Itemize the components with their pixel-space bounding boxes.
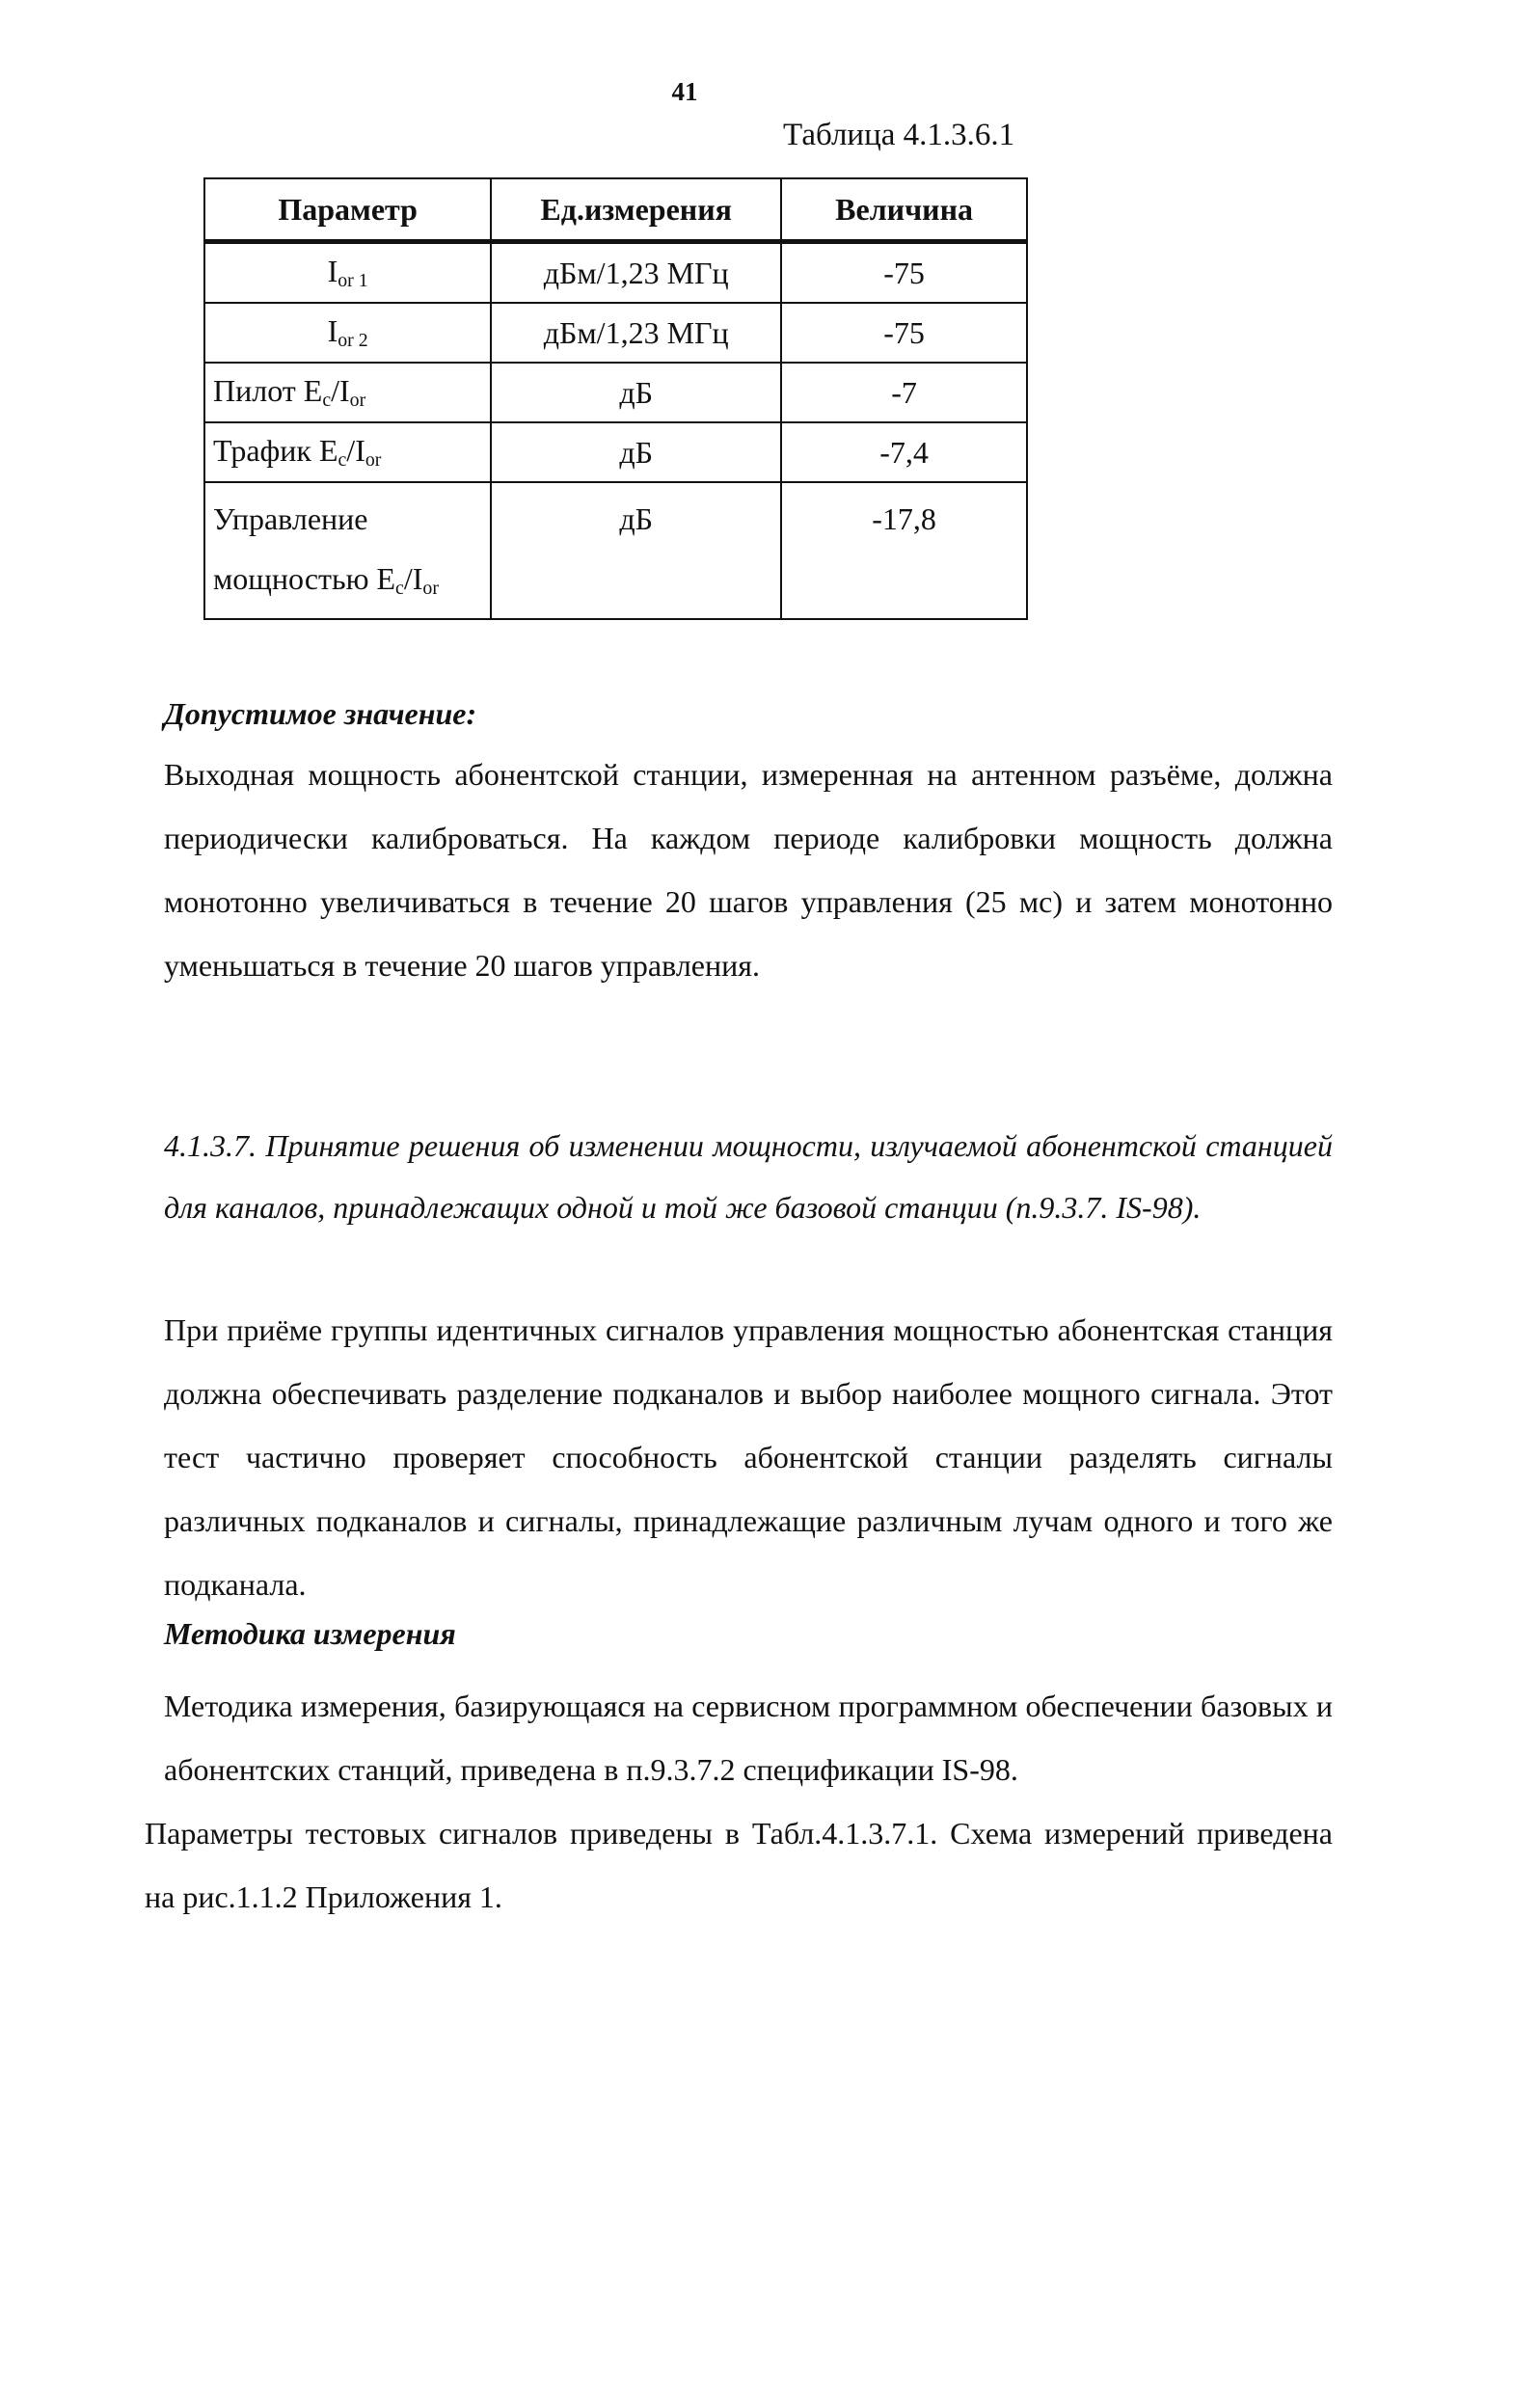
method-text-2: Параметры тестовых сигналов приведены в Табл.4.1.3.7.1. Схема измерений приведена на рис.1.1.2 Приложения 1. bbox=[145, 1816, 1333, 1914]
table-row bbox=[204, 303, 1027, 363]
table-header-row bbox=[204, 178, 1027, 242]
param-subscript: or bbox=[422, 577, 439, 599]
table-row bbox=[204, 422, 1027, 482]
unit-cell: дБм/1,23 МГц bbox=[491, 242, 781, 304]
table-row bbox=[204, 363, 1027, 422]
param-symbol: I bbox=[327, 313, 338, 349]
param-text: /I bbox=[331, 373, 350, 409]
unit-cell: дБ bbox=[491, 482, 781, 619]
table-row bbox=[204, 242, 1027, 304]
unit-cell: дБ bbox=[491, 422, 781, 482]
param-cell bbox=[204, 422, 491, 482]
param-symbol: I bbox=[327, 254, 338, 289]
table-caption: Таблица 4.1.3.6.1 bbox=[783, 118, 1015, 152]
value-cell: -75 bbox=[781, 242, 1027, 304]
param-text: Пилот E bbox=[213, 373, 323, 409]
param-text: Управление bbox=[213, 501, 368, 536]
header-value: Величина bbox=[781, 178, 1027, 242]
param-cell bbox=[204, 363, 491, 422]
unit-cell: дБм/1,23 МГц bbox=[491, 303, 781, 363]
param-text: мощностью E bbox=[213, 561, 396, 596]
param-text: Трафик E bbox=[213, 433, 338, 469]
section-text: При приёме группы идентичных сигналов управления мощностью абонентская станция должна обеспечивать разделение подканалов и выбор наиболее мощного сигнала. Этот тест частично проверяет способность абонентской станции разделять сигналы различных подканалов и сигналы, принадлежащие различным лучам одного и того же подканала. bbox=[164, 1312, 1333, 1602]
parameters-table bbox=[203, 177, 1028, 620]
method-heading: Методика измерения bbox=[164, 1616, 456, 1651]
unit-cell: дБ bbox=[491, 363, 781, 422]
table-row bbox=[204, 482, 1027, 619]
header-unit: Ед.измерения bbox=[491, 178, 781, 242]
param-cell bbox=[204, 303, 491, 363]
page-number: 41 bbox=[671, 77, 698, 106]
value-cell: -7 bbox=[781, 363, 1027, 422]
value-cell: -17,8 bbox=[781, 482, 1027, 619]
param-subscript: or 2 bbox=[338, 329, 368, 351]
param-text: /I bbox=[346, 433, 365, 469]
method-text-1: Методика измерения, базирующаяся на сервисном программном обеспечении базовых и абонентских станций, приведена в п.9.3.7.2 спецификации IS-98. bbox=[164, 1689, 1333, 1787]
value-cell: -75 bbox=[781, 303, 1027, 363]
param-subscript: c bbox=[338, 448, 347, 471]
acceptable-value-text: Выходная мощность абонентской станции, измеренная на антенном разъёме, должна периодически калиброваться. На каждом периоде калибровки мощность должна монотонно увеличиваться в течение 20 шагов управления (25 мс) и затем монотонно уменьшаться в течение 20 шагов управления. bbox=[164, 757, 1333, 983]
param-subscript: c bbox=[395, 577, 404, 599]
header-parameter: Параметр bbox=[204, 178, 491, 242]
value-cell: -7,4 bbox=[781, 422, 1027, 482]
acceptable-value-heading: Допустимое значение: bbox=[164, 696, 477, 731]
param-subscript: or 1 bbox=[338, 269, 368, 291]
param-subscript: or bbox=[349, 389, 366, 411]
param-cell bbox=[204, 482, 491, 619]
param-cell bbox=[204, 242, 491, 304]
param-subscript: or bbox=[365, 448, 382, 471]
section-title: 4.1.3.7. Принятие решения об изменении мощности, излучаемой абонентской станцией для каналов, принадлежащих одной и той же базовой станции (п.9.3.7. IS-98). bbox=[164, 1128, 1333, 1225]
param-subscript: c bbox=[322, 389, 332, 411]
param-text: /I bbox=[403, 561, 423, 596]
